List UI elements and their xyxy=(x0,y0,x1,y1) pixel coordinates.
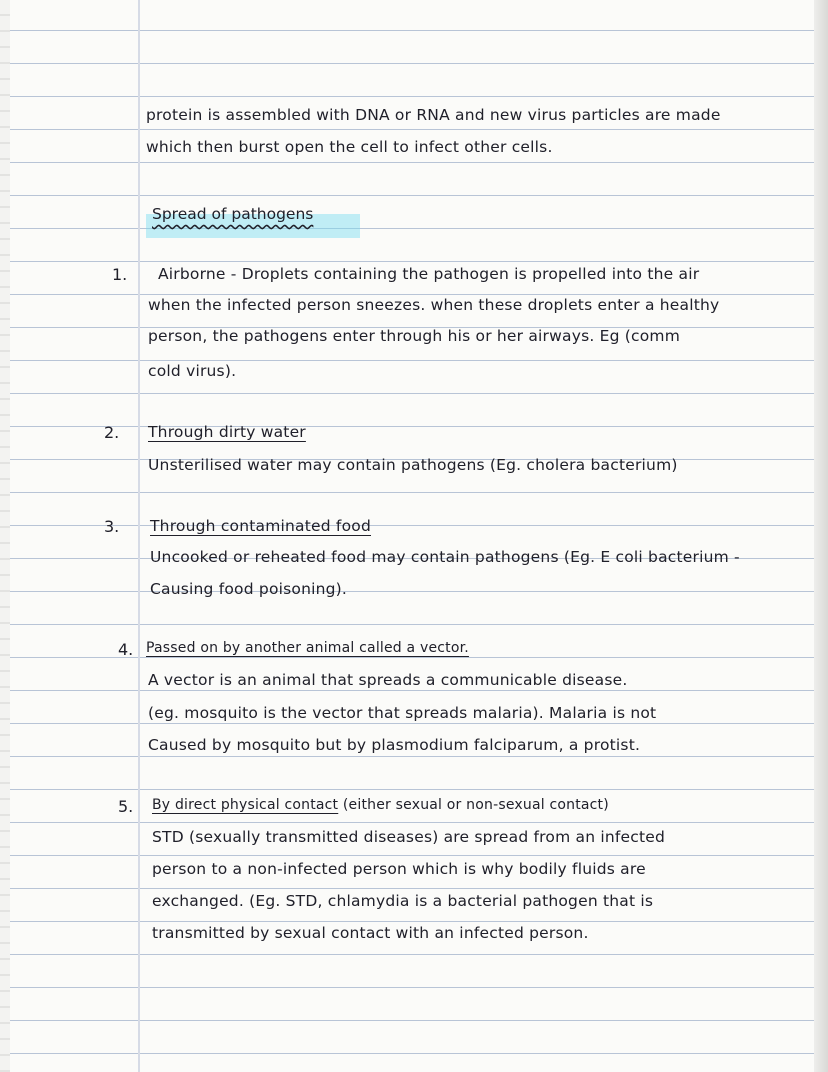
item-5-title: By direct physical contact xyxy=(152,797,339,813)
item-number-5: 5. xyxy=(118,797,134,816)
item-5-title-suffix: (either sexual or non-sexual contact) xyxy=(338,797,609,813)
item-5-title-line xyxy=(152,797,609,813)
item-number-2: 2. xyxy=(104,423,120,442)
item-1-line-2: when the infected person sneezes. when these droplets enter a healthy xyxy=(148,296,720,314)
item-3-title: Through contaminated food xyxy=(150,517,371,535)
item-5-line-3: exchanged. (Eg. STD, chlamydia is a bacterial pathogen that is xyxy=(152,892,654,910)
item-2-line-1: Unsterilised water may contain pathogens (Eg. cholera bacterium) xyxy=(148,456,678,474)
item-5-line-2: person to a non-infected person which is why bodily fluids are xyxy=(152,860,646,878)
item-1-line-3: person, the pathogens enter through his or her airways. Eg (comm xyxy=(148,327,681,345)
intro-line-2: which then burst open the cell to infect other cells. xyxy=(146,138,553,156)
item-5-line-4: transmitted by sexual contact with an infected person. xyxy=(152,924,589,942)
item-2-title: Through dirty water xyxy=(148,423,306,441)
item-1-line-4: cold virus). xyxy=(148,362,237,380)
item-5-line-1: STD (sexually transmitted diseases) are spread from an infected xyxy=(152,828,666,846)
item-4-title: Passed on by another animal called a vector. xyxy=(146,640,469,656)
item-3-line-1: Uncooked or reheated food may contain pathogens (Eg. E coli bacterium - xyxy=(150,548,740,566)
item-3-line-2: Causing food poisoning). xyxy=(150,580,348,598)
item-number-4: 4. xyxy=(118,640,134,659)
spiral-binding-edge xyxy=(0,0,10,1072)
item-4-line-2: (eg. mosquito is the vector that spreads malaria). Malaria is not xyxy=(148,704,657,722)
intro-line-1: protein is assembled with DNA or RNA and new virus particles are made xyxy=(146,106,721,124)
margin-line xyxy=(138,0,140,1072)
item-number-1: 1. xyxy=(112,265,128,284)
item-4-line-1: A vector is an animal that spreads a communicable disease. xyxy=(148,671,628,689)
item-4-line-3: Caused by mosquito but by plasmodium falciparum, a protist. xyxy=(148,736,641,754)
section-heading: Spread of pathogens xyxy=(152,205,314,223)
item-number-3: 3. xyxy=(104,517,120,536)
page-edge xyxy=(814,0,828,1072)
item-1-line-1: Airborne - Droplets containing the pathogen is propelled into the air xyxy=(158,265,700,283)
